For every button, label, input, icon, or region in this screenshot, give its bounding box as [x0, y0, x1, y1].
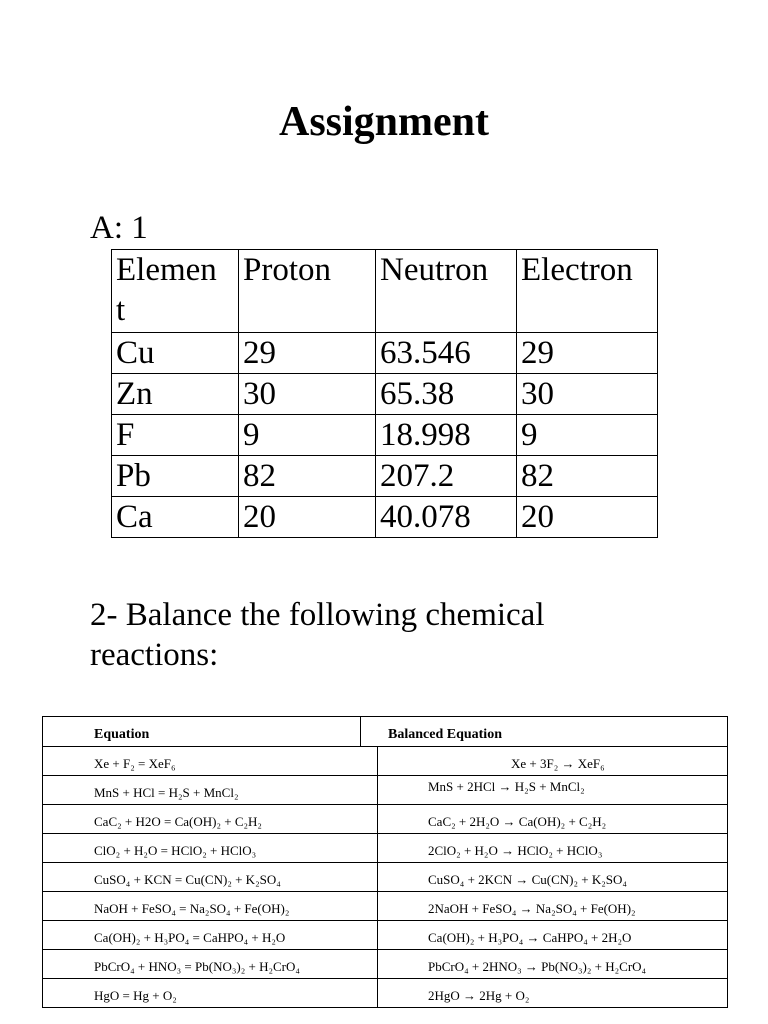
question-1-label: A: 1	[90, 210, 148, 246]
unbalanced-equation: Ca(OH)₂ + H₃PO₄ = CaHPO₄ + H₂O	[94, 930, 286, 945]
unbalanced-equation: CaC₂ + H2O = Ca(OH)₂ + C₂H₂	[94, 814, 262, 829]
cell-proton: 9	[239, 415, 376, 456]
cell-electron: 29	[517, 333, 658, 374]
cell-proton: 82	[239, 456, 376, 497]
equation-row	[43, 834, 727, 863]
header-proton: Proton	[239, 250, 376, 333]
cell-neutron: 40.078	[376, 497, 517, 538]
table-row	[112, 374, 658, 415]
header-neutron: Neutron	[376, 250, 517, 333]
header-divider	[360, 717, 361, 746]
question-2-label: 2- Balance the following chemical reactions:	[90, 597, 545, 673]
cell-neutron: 207.2	[376, 456, 517, 497]
cell-electron: 82	[517, 456, 658, 497]
column-divider	[377, 863, 378, 891]
equation-row	[43, 892, 727, 921]
balanced-equation: 2ClO₂ + H₂O → HClO₂ + HClO₃	[428, 843, 603, 858]
equation-row	[43, 979, 727, 1007]
equation-row	[43, 776, 727, 805]
element-table	[111, 249, 658, 538]
header-electron: Electron	[517, 250, 658, 333]
cell-electron: 30	[517, 374, 658, 415]
equation-row	[43, 805, 727, 834]
equation-table	[42, 716, 728, 1008]
header-equation: Equation	[94, 727, 150, 742]
unbalanced-equation: Xe + F₂ = XeF₆	[94, 756, 176, 771]
column-divider	[377, 776, 378, 804]
equation-row	[43, 921, 727, 950]
cell-electron: 9	[517, 415, 658, 456]
balanced-equation: 2HgO → 2Hg + O₂	[428, 988, 530, 1003]
equation-row	[43, 747, 727, 776]
page-title: Assignment	[278, 99, 490, 145]
cell-neutron: 65.38	[376, 374, 517, 415]
header-element: Elemen t	[112, 250, 239, 333]
header-balanced-equation: Balanced Equation	[388, 727, 502, 742]
unbalanced-equation: CuSO₄ + KCN = Cu(CN)₂ + K₂SO₄	[94, 872, 281, 887]
equation-row	[43, 950, 727, 979]
column-divider	[377, 950, 378, 978]
unbalanced-equation: NaOH + FeSO₄ = Na₂SO₄ + Fe(OH)₂	[94, 901, 290, 916]
unbalanced-equation: HgO = Hg + O₂	[94, 988, 177, 1003]
unbalanced-equation: MnS + HCl = H₂S + MnCl₂	[94, 785, 239, 800]
column-divider	[377, 747, 378, 775]
balanced-equation: PbCrO₄ + 2HNO₃ → Pb(NO₃)₂ + H₂CrO₄	[428, 959, 647, 974]
balanced-equation: Xe + 3F₂ → XeF₆	[511, 756, 605, 771]
table-header-row	[112, 250, 658, 333]
column-divider	[377, 834, 378, 862]
table-row	[112, 415, 658, 456]
cell-element: Cu	[112, 333, 239, 374]
equation-row	[43, 863, 727, 892]
cell-electron: 20	[517, 497, 658, 538]
table-row	[112, 456, 658, 497]
balanced-equation: CaC₂ + 2H₂O → Ca(OH)₂ + C₂H₂	[428, 814, 607, 829]
table-row	[112, 333, 658, 374]
balanced-equation: Ca(OH)₂ + H₃PO₄ → CaHPO₄ + 2H₂O	[428, 930, 632, 945]
cell-element: F	[112, 415, 239, 456]
unbalanced-equation: ClO₂ + H₂O = HClO₂ + HClO₃	[94, 843, 257, 858]
column-divider	[377, 979, 378, 1007]
cell-neutron: 18.998	[376, 415, 517, 456]
balanced-equation: CuSO₄ + 2KCN → Cu(CN)₂ + K₂SO₄	[428, 872, 627, 887]
column-divider	[377, 892, 378, 920]
unbalanced-equation: PbCrO₄ + HNO₃ = Pb(NO₃)₂ + H₂CrO₄	[94, 959, 300, 974]
balanced-equation: MnS + 2HCl → H₂S + MnCl₂	[428, 779, 585, 794]
cell-proton: 29	[239, 333, 376, 374]
column-divider	[377, 805, 378, 833]
column-divider	[377, 921, 378, 949]
cell-element: Zn	[112, 374, 239, 415]
cell-element: Ca	[112, 497, 239, 538]
cell-neutron: 63.546	[376, 333, 517, 374]
cell-element: Pb	[112, 456, 239, 497]
balanced-equation: 2NaOH + FeSO₄ → Na₂SO₄ + Fe(OH)₂	[428, 901, 636, 916]
table-row	[112, 497, 658, 538]
equation-table-header	[43, 717, 727, 747]
cell-proton: 20	[239, 497, 376, 538]
cell-proton: 30	[239, 374, 376, 415]
